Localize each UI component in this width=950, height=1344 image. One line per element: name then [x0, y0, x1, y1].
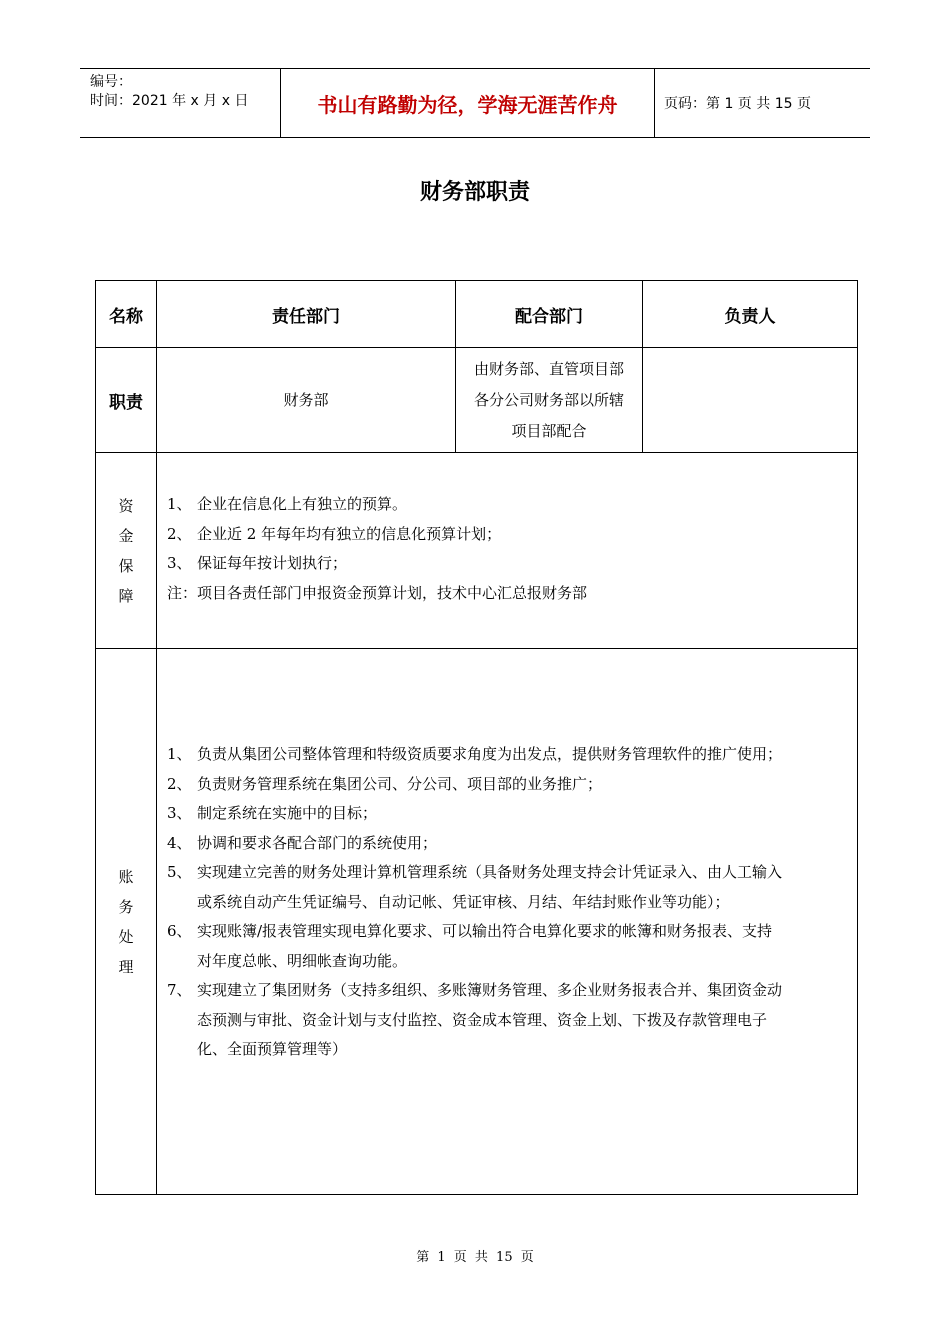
item-text	[197, 799, 851, 829]
page-footer: 第 1 页 共 15 页	[416, 1250, 534, 1265]
list-item	[167, 976, 851, 1065]
fund-section-content	[156, 452, 858, 649]
fund-label-char: 资	[118, 496, 134, 515]
list-item	[167, 858, 851, 917]
item-text: 企业在信息化上有独立的预算。	[197, 495, 408, 513]
item-number: 3、	[167, 804, 192, 822]
item-text: 保证每年按计划执行；	[197, 554, 348, 572]
item-text	[197, 740, 851, 770]
item-text	[197, 829, 851, 859]
item-number: 6、	[167, 922, 192, 940]
cooperating-line: 项目部配合	[511, 421, 587, 440]
item-text-line: 制定系统在实施中的目标；	[197, 804, 378, 822]
list-item	[167, 490, 851, 520]
item-number: 1、	[167, 745, 192, 763]
item-text-line: 对年度总帐、明细帐查询功能。	[197, 951, 408, 970]
header-cell-name: 名称	[95, 280, 157, 348]
item-number: 1、	[167, 495, 192, 513]
fund-label-char: 金	[118, 526, 134, 545]
duty-cooperating	[455, 347, 643, 453]
page-header	[80, 68, 870, 138]
item-number: 4、	[167, 833, 192, 852]
account-list	[167, 740, 851, 1065]
fund-note	[167, 579, 851, 609]
cooperating-line: 由财务部、直管项目部	[473, 359, 624, 378]
list-item	[167, 549, 851, 579]
list-item	[167, 829, 851, 859]
item-number: 3、	[167, 554, 192, 572]
account-label-char: 账	[118, 867, 134, 886]
note-text: 注：项目各责任部门申报资金预算计划，技术中心汇总报财务部	[167, 583, 588, 602]
duty-label: 职责	[95, 347, 157, 453]
fund-section-label	[95, 452, 157, 649]
item-text-line: 实现建立完善的财务处理计算机管理系统（具备财务处理支持会计凭证录入、由人工输入	[197, 863, 783, 881]
header-cell-cooperating: 配合部门	[455, 280, 643, 348]
fund-list	[167, 490, 851, 608]
item-text-line: 或系统自动产生凭证编号、自动记帐、凭证审核、月结、年结封账作业等功能）；	[197, 892, 730, 911]
item-text-line: 负责从集团公司整体管理和特级资质要求角度为出发点，提供财务管理软件的推广使用；	[197, 745, 783, 763]
item-text	[197, 770, 851, 800]
header-meta	[80, 69, 280, 137]
account-label-char: 处	[118, 927, 134, 946]
header-cell-responsible: 责任部门	[156, 280, 456, 348]
item-text-line: 实现建立了集团财务（支持多组织、多账簿财务管理、多企业财务报表合并、集团资金动	[197, 981, 783, 999]
header-page-info: 页码：第 1 页 共 15 页	[664, 96, 811, 112]
duty-person	[642, 347, 858, 453]
account-label-char: 务	[118, 897, 134, 916]
fund-label-char: 障	[118, 586, 134, 605]
item-text	[197, 917, 851, 976]
time-label: 时间：2021 年 x 月 x 日	[90, 93, 249, 109]
fund-label-char: 保	[118, 556, 134, 575]
item-text: 企业近 2 年每年均有独立的信息化预算计划；	[197, 524, 502, 543]
list-item	[167, 799, 851, 829]
duty-table	[95, 280, 858, 1195]
item-text-line: 态预测与审批、资金计划与支付监控、资金成本管理、资金上划、下拨及存款管理电子	[197, 1010, 768, 1029]
header-motto: 书山有路勤为径，学海无涯苦作舟	[280, 69, 655, 137]
item-number: 5、	[167, 863, 192, 881]
account-section-label	[95, 648, 157, 1195]
duty-responsible: 财务部	[156, 347, 456, 453]
item-text-line: 负责财务管理系统在集团公司、分公司、项目部的业务推广；	[197, 774, 603, 793]
number-label: 编号：	[90, 74, 132, 90]
item-text	[197, 858, 851, 917]
list-item	[167, 520, 851, 550]
item-text-line: 实现账簿/报表管理实现电算化要求、可以输出符合电算化要求的帐簿和财务报表、支持	[197, 922, 773, 940]
item-number: 2、	[167, 524, 192, 543]
item-text	[197, 976, 851, 1065]
item-number: 2、	[167, 774, 192, 793]
account-label-char: 理	[118, 957, 134, 976]
item-text-line: 化、全面预算管理等）	[197, 1040, 348, 1058]
list-item	[167, 740, 851, 770]
item-text-line: 协调和要求各配合部门的系统使用；	[197, 833, 438, 852]
document-title: 财务部职责	[419, 180, 530, 205]
account-section-content	[156, 648, 858, 1195]
list-item	[167, 770, 851, 800]
cooperating-line: 各分公司财务部以所辖	[473, 390, 624, 409]
item-number: 7、	[167, 981, 192, 999]
list-item	[167, 917, 851, 976]
header-cell-person: 负责人	[642, 280, 858, 348]
